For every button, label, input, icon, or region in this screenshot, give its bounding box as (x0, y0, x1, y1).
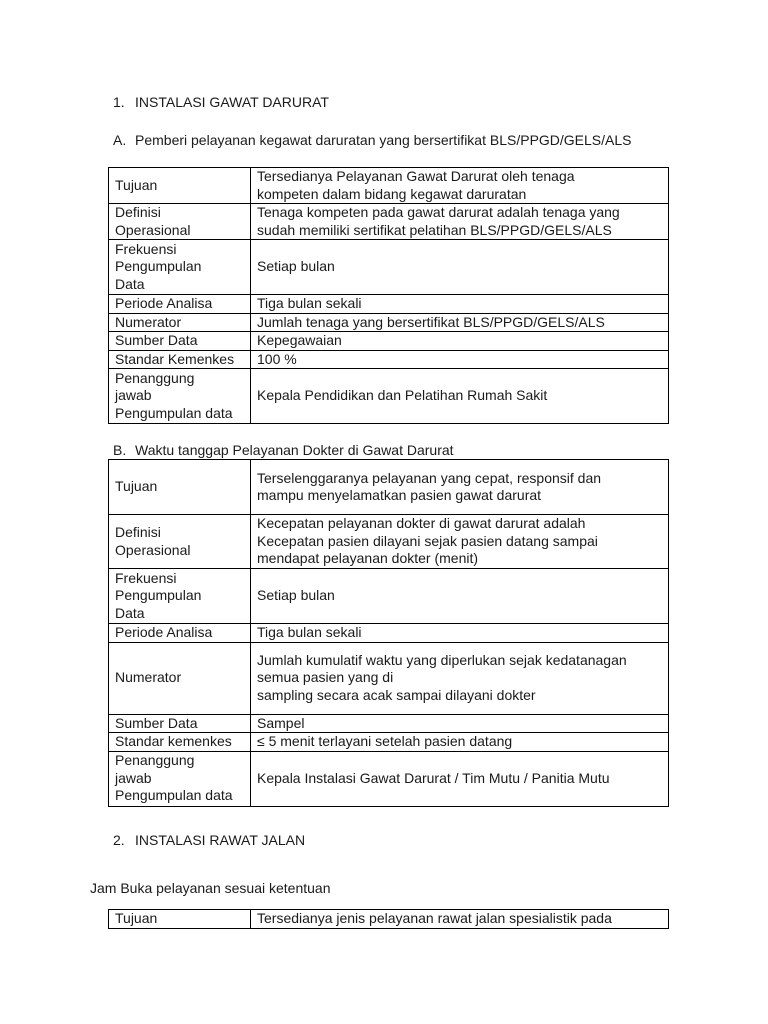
row-value: Kepala Pendidikan dan Pelatihan Rumah Sakit (251, 369, 669, 424)
row-label: Standar Kemenkes (109, 350, 251, 369)
row-label: Tujuan (109, 168, 251, 204)
row-value: Setiap bulan (251, 240, 669, 295)
row-value: 100 % (251, 350, 669, 369)
row-label: Sumber Data (109, 332, 251, 351)
table-row (109, 313, 669, 332)
table-row (109, 332, 669, 351)
indicator-table-c (108, 909, 669, 929)
table-row (109, 569, 669, 624)
indicator-table-b (108, 459, 669, 807)
row-label: Standar kemenkes (109, 733, 251, 752)
section-2-number: 2. (113, 832, 125, 848)
table-row (109, 369, 669, 424)
row-label: Penanggung jawab Pengumpulan data (109, 751, 251, 806)
subsection-c-heading (90, 880, 331, 897)
indicator-table-a (108, 167, 669, 424)
row-value: Kecepatan pelayanan dokter di gawat darurat adalah Kecepatan pasien dilayani sejak pasien datang sampai mendapat pelayanan dokter (menit) (251, 515, 669, 569)
row-value: Kepegawaian (251, 332, 669, 351)
row-label: Numerator (109, 313, 251, 332)
table-row (109, 751, 669, 806)
row-label: Penanggung jawab Pengumpulan data (109, 369, 251, 424)
table-row (109, 168, 669, 204)
section-2-heading (113, 832, 305, 849)
row-value: Tenaga kompeten pada gawat darurat adalah tenaga yang sudah memiliki sertifikat pelatihan BLS/PPGD/GELS/ALS (251, 204, 669, 240)
table-row (109, 240, 669, 295)
section-1-number: 1. (113, 94, 125, 110)
section-1-heading (113, 94, 329, 111)
table-row (109, 295, 669, 314)
table-row (109, 733, 669, 752)
row-value: ≤ 5 menit terlayani setelah pasien datang (251, 733, 669, 752)
section-2-title: INSTALASI RAWAT JALAN (135, 832, 306, 848)
table-row (109, 642, 669, 714)
subsection-a-title: Pemberi pelayanan kegawat daruratan yang bersertifikat BLS/PPGD/GELS/ALS (135, 132, 632, 148)
section-1-title: INSTALASI GAWAT DARURAT (135, 94, 329, 110)
row-value: Terselenggaranya pelayanan yang cepat, responsif dan mampu menyelamatkan pasien gawat darurat (251, 460, 669, 515)
row-value: Jumlah kumulatif waktu yang diperlukan sejak kedatanagan semua pasien yang di sampling secara acak sampai dilayani dokter (251, 642, 669, 714)
table-row (109, 350, 669, 369)
table-row (109, 624, 669, 643)
row-value: Tiga bulan sekali (251, 624, 669, 643)
row-label: Definisi Operasional (109, 204, 251, 240)
subsection-a-letter: A. (113, 132, 127, 148)
row-value: Tersedianya Pelayanan Gawat Darurat oleh tenaga kompeten dalam bidang kegawat daruratan (251, 168, 669, 204)
row-label: Tujuan (109, 460, 251, 515)
row-label: Frekuensi Pengumpulan Data (109, 240, 251, 295)
row-value: Sampel (251, 714, 669, 733)
row-value: Kepala Instalasi Gawat Darurat / Tim Mutu / Panitia Mutu (251, 751, 669, 806)
row-value: Tersedianya jenis pelayanan rawat jalan spesialistik pada (251, 910, 669, 929)
row-label: Numerator (109, 642, 251, 714)
row-label: Periode Analisa (109, 295, 251, 314)
row-value: Jumlah tenaga yang bersertifikat BLS/PPGD/GELS/ALS (251, 313, 669, 332)
subsection-a-heading (113, 132, 632, 149)
table-row (109, 714, 669, 733)
row-label: Definisi Operasional (109, 515, 251, 569)
row-label: Frekuensi Pengumpulan Data (109, 569, 251, 624)
table-row (109, 910, 669, 929)
row-value: Setiap bulan (251, 569, 669, 624)
row-label: Sumber Data (109, 714, 251, 733)
table-row (109, 460, 669, 515)
subsection-b-letter: B. (113, 442, 127, 458)
table-row (109, 515, 669, 569)
subsection-c-title: Jam Buka pelayanan sesuai ketentuan (90, 880, 331, 896)
subsection-b-title: Waktu tanggap Pelayanan Dokter di Gawat Darurat (135, 442, 454, 458)
row-label: Tujuan (109, 910, 251, 929)
table-row (109, 204, 669, 240)
row-label: Periode Analisa (109, 624, 251, 643)
subsection-b-heading (113, 442, 454, 459)
row-value: Tiga bulan sekali (251, 295, 669, 314)
